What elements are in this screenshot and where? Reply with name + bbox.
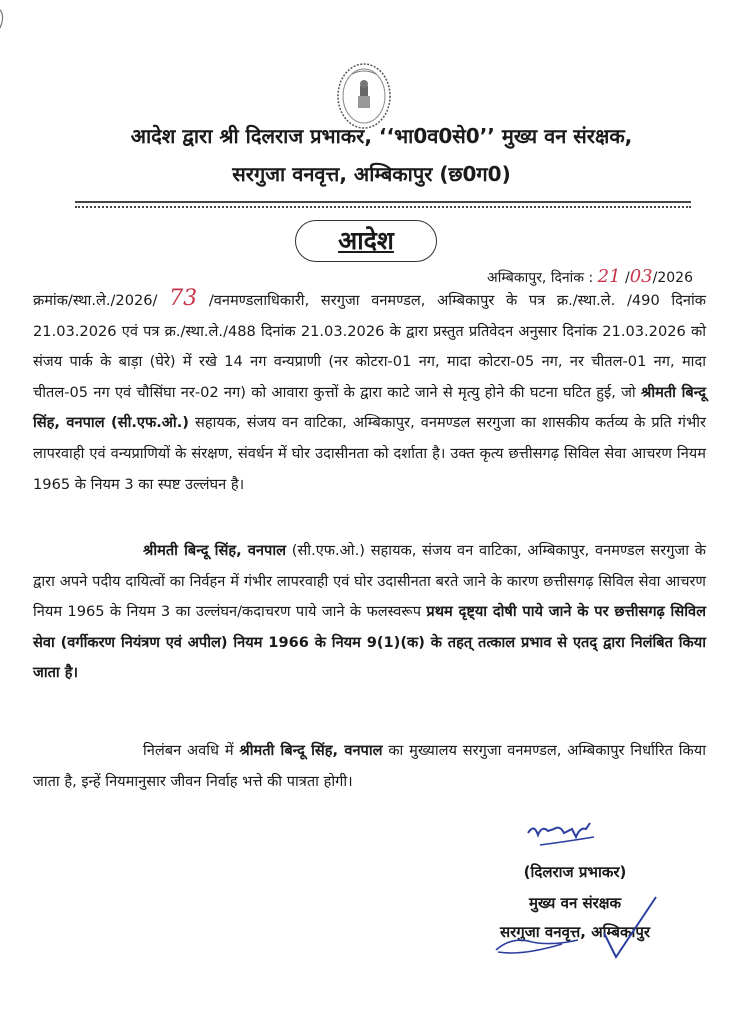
date-year: /2026 xyxy=(652,270,693,286)
dateline-label: अम्बिकापुर, दिनांक : xyxy=(487,270,594,286)
paragraph-1 xyxy=(33,284,706,500)
check-mark-icon xyxy=(600,893,660,963)
employee-name-bold: श्रीमती बिन्दू सिंह, वनपाल xyxy=(143,542,286,559)
header-line-1: आदेश द्वारा श्री दिलराज प्रभाकर, ‘‘भा0व0से0’’ मुख्य वन संरक्षक, xyxy=(130,124,633,148)
suspension-order-bold: प्रथम दृष्ट्या दोषी पाये जाने के पर छत्तीसगढ़ सिविल सेवा (वर्गीकरण नियंत्रण एवं अपील) नियम 1966 के नियम 9(1)(क) के तहत् तत्काल प्रभाव से एतद् द्वारा निलंबित किया जाता है। xyxy=(33,603,706,682)
paragraph-2-text: (सी.एफ.ओ.) सहायक, संजय वन वाटिका, अम्बिकापुर, वनमण्डल सरगुजा के द्वारा अपने पदीय दायित्वों का निर्वहन में गंभीर लापरवाही एवं घोर उदासीनता बरते जाने के कारण छत्तीसगढ़ सिविल सेवा आचरण नियम 1965 के नियम 3 का उल्लंघन/कदाचरण पाये जाने के फलस्वरूप xyxy=(33,542,706,621)
order-title-box xyxy=(295,220,437,262)
paragraph-1-text-b: सहायक, संजय वन वाटिका, अम्बिकापुर, वनमण्डल सरगुजा का शासकीय कर्तव्य के प्रति गंभीर लापरवाही एवं वन्यप्राणियों के संरक्षण, संवर्धन में घोर उदासीनता को दर्शाता है। उक्त कृत्य छत्तीसगढ़ सिविल सेवा आचरण नियम 1965 के नियम 3 का स्पष्ट उल्लंघन है। xyxy=(33,414,706,493)
ink-underline-scribble xyxy=(492,932,582,957)
signature-scribble xyxy=(520,815,620,851)
date-day-handwritten: 21 xyxy=(597,266,621,287)
order-title: आदेश xyxy=(338,226,394,255)
paragraph-3 xyxy=(33,736,706,797)
signatory-designation: मुख्य वन संरक्षक xyxy=(528,894,622,912)
page-corner-mark xyxy=(0,6,8,30)
dateline: अम्बिकापुर, दिनांक : 21 /03/2026 xyxy=(487,266,693,287)
reference-number-handwritten: 73 xyxy=(169,286,198,311)
header-divider-dotted xyxy=(75,206,691,208)
paragraph-2 xyxy=(33,536,706,689)
signatory-name: (दिलराज प्रभाकर) xyxy=(523,863,627,881)
paragraph-3-text-a: निलंबन अवधि में xyxy=(143,742,240,759)
date-month-handwritten: 03 xyxy=(629,266,653,287)
signatory-office: सरगुजा वनवृत्त, अम्बिकापुर xyxy=(499,923,651,941)
header-divider xyxy=(75,201,691,203)
employee-name-bold: श्रीमती बिन्दू सिंह, वनपाल (सी.एफ.ओ.) xyxy=(33,383,707,432)
employee-name-bold: श्रीमती बिन्दू सिंह, वनपाल xyxy=(239,742,383,759)
paragraph-3-text-b: का मुख्यालय सरगुजा वनमण्डल, अम्बिकापुर निर्धारित किया जाता है, इन्हें नियमानुसार जीवन निर्वाह भत्ते की पात्रता होगी। xyxy=(33,742,707,790)
header-line-2: सरगुजा वनवृत्त, अम्बिकापुर (छ0ग0) xyxy=(232,162,511,186)
reference-prefix: क्रमांक/स्था.ले./2026/ xyxy=(33,292,158,309)
paragraph-1-text-a: /वनमण्डलाधिकारी, सरगुजा वनमण्डल, अम्बिकापुर के पत्र क्र./स्था.ले. /490 दिनांक 21.03.2026 एवं पत्र क्र./स्था.ले./488 दिनांक 21.03.2026 के द्वारा प्रस्तुत प्रतिवेदन अनुसार दिनांक 21.03.2026 को संजय पार्क के बाड़ा (घेरे) में रखे 14 नग वन्यप्राणी (नर कोटरा-01 नग, मादा कोटरा-05 नग, नर चीतल-01 नग, मादा चीतल-05 नग एवं चौसिंघा नर-02 नग) को आवारा कुत्तों के द्वारा काटे जाने से मृत्यु होने की घटना घटित हुई, जो xyxy=(33,292,707,401)
